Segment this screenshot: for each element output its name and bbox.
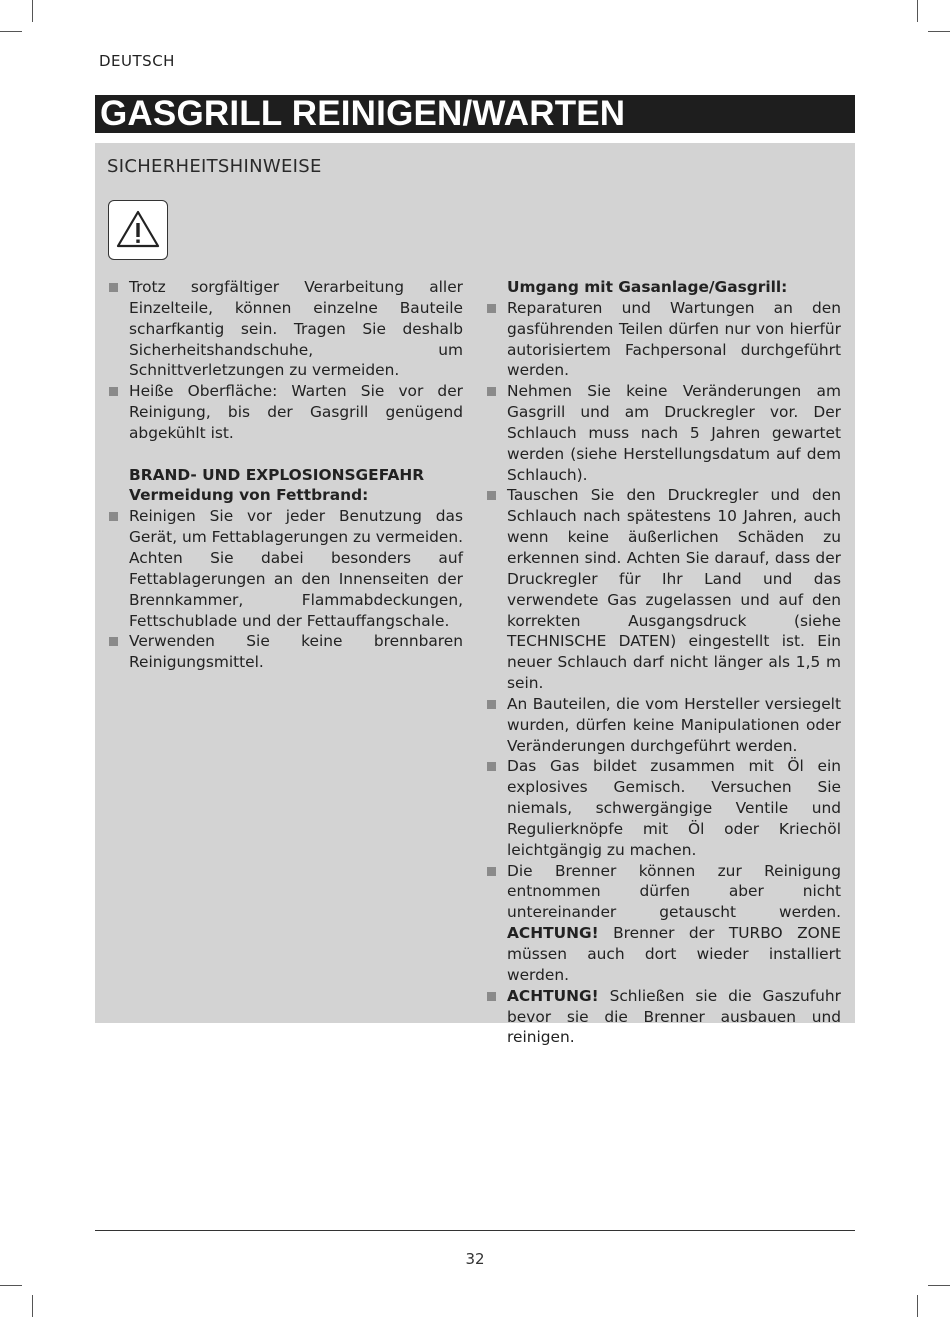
list-item: [487, 381, 841, 485]
list-item: [487, 694, 841, 757]
list-item-text: Nehmen Sie keine Veränderungen am Gasgrill und am Druckregler vor. Der Schlauch muss nach 5 Jahren gewartet werden (siehe Herstellungsdatum auf dem Schlauch).: [507, 382, 841, 484]
list-item-text: Das Gas bildet zusammen mit Öl ein explosives Gemisch. Versuchen Sie niemals, schwergängige Ventile und Regulierknöpfe mit Öl oder Kriechöl leichtgängig zu machen.: [507, 757, 841, 859]
list-item-text: Trotz sorgfältiger Verarbeitung aller Einzelteile, können einzelne Bauteile scharfkantig sein. Tragen Sie deshalb Sicherheitshandschuhe, um Schnittverletzungen zu vermeiden.: [129, 278, 463, 380]
list-item-text: Schließen sie die Gaszufuhr bevor sie die Brenner ausbauen und reinigen.: [507, 986, 841, 1047]
language-label: DEUTSCH: [99, 52, 175, 70]
page-title: GASGRILL REINIGEN/WARTEN: [100, 94, 626, 133]
safety-panel: [95, 143, 855, 1047]
bullet-square-icon: [487, 762, 496, 771]
list-item: [109, 381, 463, 444]
crop-mark: [0, 1285, 22, 1286]
list-item-text: Heiße Oberfläche: Warten Sie vor der Reinigung, bis der Gasgrill genügend abgekühlt ist.: [129, 382, 463, 442]
crop-mark: [0, 31, 22, 32]
list-item-text: Reparaturen und Wartungen an den gasführenden Teilen dürfen nur von hierfür autorisiertem Fachpersonal durchgeführt werden.: [507, 298, 841, 380]
list-item: [109, 506, 463, 631]
crop-mark: [928, 31, 950, 32]
bullet-square-icon: [487, 992, 496, 1001]
warning-label: ACHTUNG!: [507, 986, 599, 1005]
bullet-square-icon: [109, 512, 118, 521]
left-column: [109, 277, 463, 673]
bullet-square-icon: [487, 867, 496, 876]
bullet-square-icon: [109, 637, 118, 646]
list-item: [487, 756, 841, 860]
list-item-text: Die Brenner können zur Reinigung entnommen dürfen aber nicht untereinander getauscht werden.: [507, 861, 841, 922]
fire-subheading: Vermeidung von Fettbrand:: [129, 486, 369, 505]
footer-rule: [95, 1230, 855, 1231]
fire-heading: BRAND- UND EXPLOSIONSGEFAHR: [129, 465, 425, 484]
bullet-square-icon: [109, 387, 118, 396]
list-item-text: An Bauteilen, die vom Hersteller versiegelt wurden, dürfen keine Manipulationen oder Veränderungen durchgeführt werden.: [507, 694, 841, 755]
list-item: [487, 861, 841, 986]
bullet-square-icon: [487, 491, 496, 500]
crop-mark: [32, 0, 33, 22]
section-title: SICHERHEITSHINWEISE: [107, 156, 322, 177]
crop-mark: [917, 1295, 918, 1317]
list-item: [109, 631, 463, 673]
list-item: [487, 298, 841, 381]
list-item-text: Brenner der TURBO ZONE müssen auch dort wieder installiert werden.: [507, 924, 841, 984]
crop-mark: [917, 0, 918, 22]
crop-mark: [928, 1285, 950, 1286]
warning-box: [108, 200, 168, 260]
list-item: [109, 277, 463, 381]
warning-triangle-icon: [115, 209, 161, 249]
list-item-text: Verwenden Sie keine brennbaren Reinigungsmittel.: [129, 632, 463, 672]
bullet-square-icon: [487, 387, 496, 396]
warning-label: ACHTUNG!: [507, 924, 599, 943]
crop-mark: [32, 1295, 33, 1317]
list-item: [487, 986, 841, 1049]
title-bar: [95, 95, 855, 133]
page-number: 32: [465, 1250, 485, 1268]
gas-heading: Umgang mit Gasanlage/Gasgrill:: [507, 278, 788, 296]
bullet-square-icon: [109, 283, 118, 292]
list-item: [487, 485, 841, 693]
right-column: [487, 277, 841, 1048]
bullet-square-icon: [487, 304, 496, 313]
list-item-text: Tauschen Sie den Druckregler und den Schlauch nach spätestens 10 Jahren, auch wenn keine äußerlichen Schäden zu erkennen sind. Achten Sie darauf, dass der Druckregler für Ihr Land und das verwendete Gas zugelassen und auf den korrekten Ausgangsdruck (siehe TECHNISCHE DATEN) eingestellt ist. Ein neuer Schlauch darf nicht länger als 1,5 m sein.: [507, 486, 841, 693]
bullet-square-icon: [487, 700, 496, 709]
list-item-text: Reinigen Sie vor jeder Benutzung das Gerät, um Fettablagerungen zu vermeiden. Achten Sie dabei besonders auf Fettablagerungen an den Innenseiten der Brennkammer, Flammabdeckungen, Fettschublade und der Fettauffangschale.: [129, 507, 464, 630]
